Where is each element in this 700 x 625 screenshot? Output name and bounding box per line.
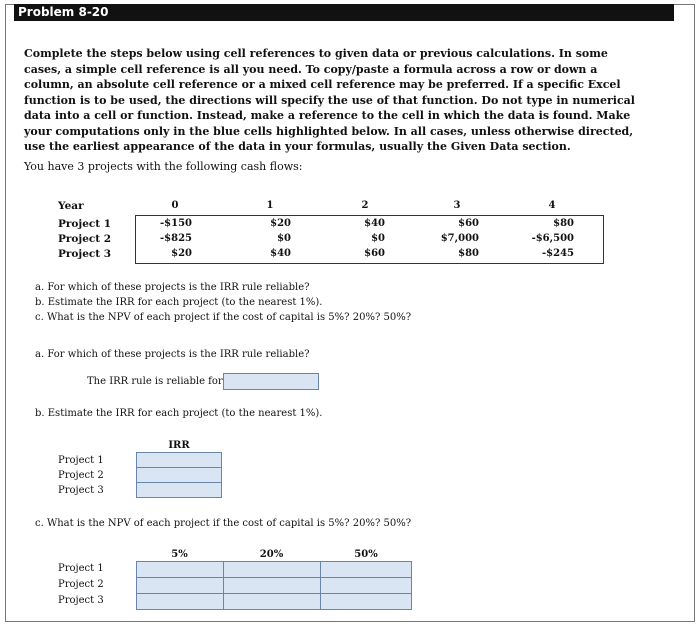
cashflow-cell: -$825	[160, 233, 192, 244]
irr-input-project-3[interactable]	[136, 482, 222, 498]
npv-input-p1-20pct[interactable]	[223, 561, 321, 578]
question-b: b. Estimate the IRR for each project (to the nearest 1%).	[35, 297, 323, 308]
cashflow-cell: -$6,500	[531, 233, 574, 244]
irr-input-project-2[interactable]	[136, 467, 222, 483]
instructions-text: Complete the steps below using cell references to given data or previous calculations. In some cases, a simple cell reference is all you need. To copy/paste a formula across a row or down a column, an absolute cell reference or a mixed cell reference may be preferred. If a specific Excel function is to be used, the directions will specify the use of that function. Do not type in numerical data into a cell or function. Instead, make a reference to the cell in which the data is found. Make your computations only in the blue cells highlighted below. In all cases, unless otherwise directed, use the earliest appearance of the data in your formulas, usually the Given Data section.	[24, 47, 635, 153]
irr-project-label: Project 2	[58, 470, 104, 481]
year-header: 1	[266, 200, 274, 211]
cashflow-row-label: Project 3	[58, 248, 112, 260]
npv-input-p1-5pct[interactable]	[136, 561, 224, 578]
year-header: 3	[453, 200, 461, 211]
npv-project-label: Project 1	[58, 563, 104, 574]
npv-input-p1-50pct[interactable]	[320, 561, 412, 578]
cashflow-cell: $20	[270, 218, 291, 229]
part-b-question: b. Estimate the IRR for each project (to the nearest 1%).	[35, 408, 323, 419]
year-label: Year	[58, 200, 84, 212]
npv-input-p3-5pct[interactable]	[136, 593, 224, 610]
cashflow-cell: $60	[364, 248, 385, 259]
npv-input-p2-50pct[interactable]	[320, 577, 412, 594]
cashflow-cell: $0	[371, 233, 385, 244]
irr-input-project-1[interactable]	[136, 452, 222, 468]
irr-project-label: Project 3	[58, 485, 104, 496]
cashflow-cell: $7,000	[440, 233, 479, 244]
irr-reliable-input[interactable]	[223, 373, 319, 390]
problem-title: Problem 8-20	[14, 4, 674, 21]
cashflow-row-label: Project 2	[58, 233, 112, 245]
cashflow-row-label: Project 1	[58, 218, 112, 230]
npv-header-5pct: 5%	[171, 549, 188, 560]
question-c: c. What is the NPV of each project if the cost of capital is 5%? 20%? 50%?	[35, 312, 412, 323]
cashflow-cell: $80	[553, 218, 574, 229]
npv-header-20pct: 20%	[259, 549, 284, 560]
npv-project-label: Project 3	[58, 595, 104, 606]
cashflow-cell: $20	[171, 248, 192, 259]
year-header: 4	[548, 200, 556, 211]
cashflow-cell: $40	[270, 248, 291, 259]
npv-project-label: Project 2	[58, 579, 104, 590]
year-header: 2	[361, 200, 369, 211]
cashflow-cell: $40	[364, 218, 385, 229]
question-a: a. For which of these projects is the IRR rule reliable?	[35, 282, 310, 293]
cashflow-cell: -$245	[542, 248, 574, 259]
cashflow-cell: -$150	[160, 218, 192, 229]
cashflow-cell: $60	[458, 218, 479, 229]
irr-project-label: Project 1	[58, 455, 104, 466]
intro-text: You have 3 projects with the following cash flows:	[24, 160, 303, 173]
npv-input-p2-5pct[interactable]	[136, 577, 224, 594]
npv-input-p3-50pct[interactable]	[320, 593, 412, 610]
irr-reliable-label: The IRR rule is reliable for	[87, 376, 223, 387]
cashflow-cell: $0	[277, 233, 291, 244]
npv-header-50pct: 50%	[354, 549, 378, 560]
part-a-question: a. For which of these projects is the IRR rule reliable?	[35, 349, 310, 360]
year-header: 0	[171, 200, 179, 211]
part-c-question: c. What is the NPV of each project if the cost of capital is 5%? 20%? 50%?	[35, 518, 412, 529]
cashflow-cell: $80	[458, 248, 479, 259]
npv-input-p3-20pct[interactable]	[223, 593, 321, 610]
irr-column-header: IRR	[168, 440, 190, 451]
npv-input-p2-20pct[interactable]	[223, 577, 321, 594]
